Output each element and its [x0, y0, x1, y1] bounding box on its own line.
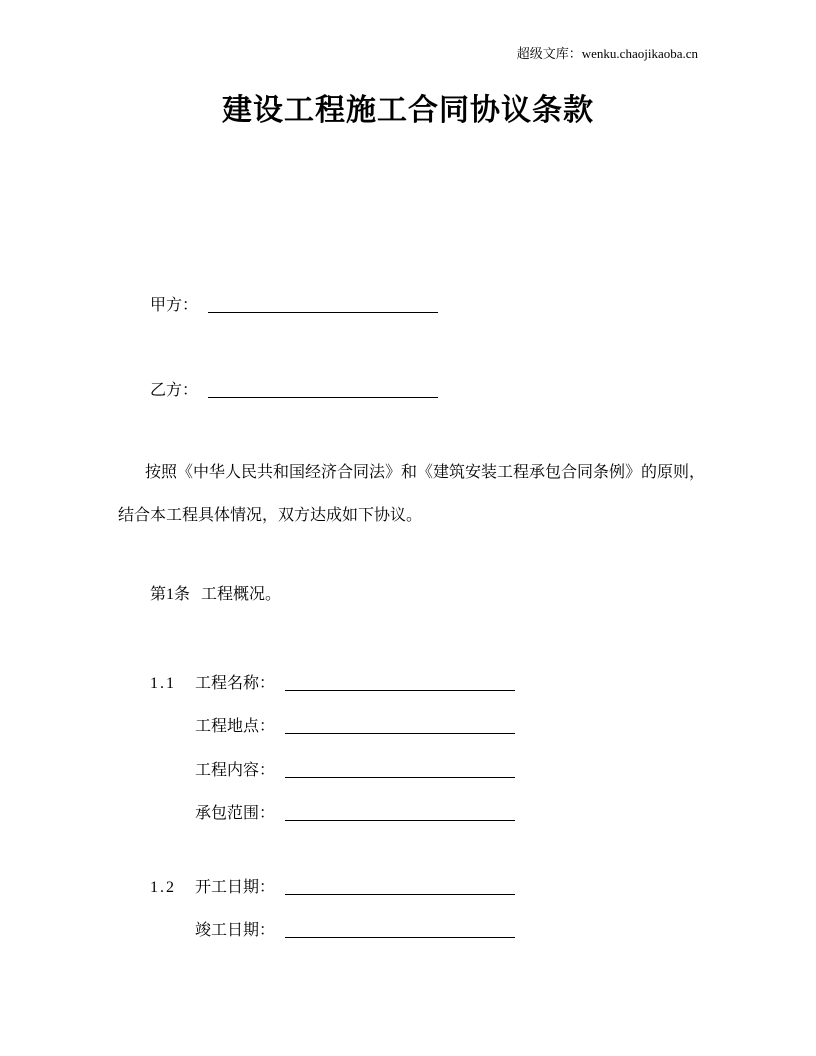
- party-a-row: [150, 295, 438, 315]
- project-name-label: 工程名称：: [195, 675, 276, 692]
- start-date-blank-field[interactable]: [285, 880, 515, 895]
- field-row-project-location: [150, 716, 515, 736]
- watermark-text: 超级文库：wenku.chaojikaoba.cn: [516, 46, 698, 61]
- contract-scope-label: 承包范围：: [195, 805, 276, 822]
- project-name-blank-field[interactable]: [285, 676, 515, 691]
- party-b-row: [150, 380, 438, 400]
- completion-date-blank-field[interactable]: [285, 923, 515, 938]
- project-location-blank-field[interactable]: [285, 719, 515, 734]
- field-row-project-content: [150, 760, 515, 780]
- completion-date-label: 竣工日期：: [195, 922, 276, 939]
- contract-scope-blank-field[interactable]: [285, 806, 515, 821]
- section-1-number: 第1条: [150, 586, 191, 603]
- party-b-label: 乙方：: [150, 382, 199, 399]
- section-1-title: 工程概况。: [201, 586, 282, 603]
- field-row-completion-date: [150, 920, 515, 940]
- party-a-blank-field[interactable]: [208, 298, 438, 313]
- field-row-contract-scope: [150, 803, 515, 823]
- start-date-label: 开工日期：: [195, 879, 276, 896]
- field-row-project-name: [150, 673, 515, 693]
- section-1-heading: [150, 586, 281, 604]
- project-content-blank-field[interactable]: [285, 763, 515, 778]
- party-a-label: 甲方：: [150, 297, 199, 314]
- preamble-line-2: 结合本工程具体情况，双方达成如下协议。: [118, 507, 423, 524]
- field-row-start-date: [150, 877, 515, 897]
- project-content-label: 工程内容：: [195, 762, 276, 779]
- preamble-line-1: 按照《中华人民共和国经济合同法》和《建筑安装工程承包合同条例》的原则，: [145, 464, 706, 481]
- project-location-label: 工程地点：: [195, 718, 276, 735]
- document-title: 建设工程施工合同协议条款: [222, 94, 594, 127]
- preamble-paragraph: [118, 451, 705, 537]
- party-b-blank-field[interactable]: [208, 383, 438, 398]
- clause-1-1-number: 1.1: [150, 675, 176, 692]
- clause-1-2-number: 1.2: [150, 879, 176, 896]
